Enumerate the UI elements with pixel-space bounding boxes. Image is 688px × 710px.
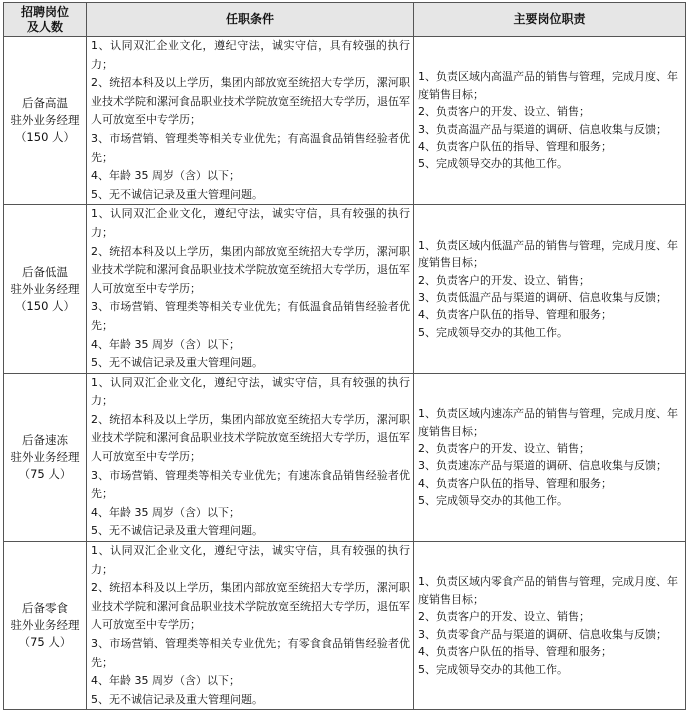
- duty-item: 1、负责区域内低温产品的销售与管理，完成月度、年度销售目标；: [418, 238, 678, 270]
- requirement-item: 3、市场营销、管理类等相关专业优先；有低温食品销售经验者优先；: [91, 300, 410, 332]
- requirement-item: 5、无不诚信记录及重大管理问题。: [91, 692, 263, 706]
- position-name-line2: 驻外业务经理: [10, 113, 80, 128]
- duties-cell: [414, 205, 686, 373]
- position-count: （75 人）: [18, 466, 72, 481]
- duty-item: 1、负责区域内速冻产品的销售与管理，完成月度、年度销售目标；: [418, 407, 678, 438]
- duty-item: 2、负责客户的开发、设立、销售；: [418, 610, 590, 624]
- duty-item: 3、负责零食产品与渠道的调研、信息收集与反馈；: [418, 627, 667, 641]
- table-row: [4, 205, 686, 373]
- duty-item: 5、完成领导交办的其他工作。: [418, 325, 568, 339]
- requirement-item: 1、认同双汇企业文化，遵纪守法，诚实守信，具有较强的执行力；: [91, 375, 410, 408]
- position-cell: [4, 205, 87, 373]
- position-name-line2: 驻外业务经理: [10, 449, 80, 464]
- requirement-item: 4、年龄 35 周岁（含）以下；: [91, 169, 240, 183]
- requirement-item: 2、统招本科及以上学历，集团内部放宽至统招大专学历，漯河职业技术学院和漯河食品职业技术学院放宽至统招大专学历，退伍军人可放宽至中专学历；: [91, 76, 410, 127]
- requirement-item: 1、认同双汇企业文化，遵纪守法，诚实守信，具有较强的执行力；: [91, 39, 410, 71]
- requirement-item: 5、无不诚信记录及重大管理问题。: [91, 524, 263, 538]
- duty-item: 5、完成领导交办的其他工作。: [418, 157, 568, 171]
- duty-item: 2、负责客户的开发、设立、销售；: [418, 441, 590, 455]
- requirements-cell: [87, 542, 414, 710]
- requirement-item: 4、年龄 35 周岁（含）以下；: [91, 674, 240, 688]
- position-count: （150 人）: [14, 298, 76, 313]
- duties-cell: [414, 37, 686, 205]
- requirement-item: 1、认同双汇企业文化，遵纪守法，诚实守信，具有较强的执行力；: [91, 207, 410, 239]
- requirement-item: 4、年龄 35 周岁（含）以下；: [91, 337, 240, 351]
- duties-cell: [414, 542, 686, 710]
- requirements-cell: [87, 373, 414, 541]
- position-name-line1: 后备速冻: [22, 432, 68, 447]
- duty-item: 4、负责客户队伍的指导、管理和服务；: [418, 140, 612, 154]
- header-row: [4, 3, 686, 37]
- duty-item: 1、负责区域内高温产品的销售与管理，完成月度、年度销售目标；: [418, 70, 678, 101]
- requirement-item: 2、统招本科及以上学历，集团内部放宽至统招大专学历，漯河职业技术学院和漯河食品职业技术学院放宽至统招大专学历，退伍军人可放宽至中专学历；: [91, 581, 410, 632]
- position-cell: [4, 373, 87, 541]
- position-count: （150 人）: [14, 130, 76, 145]
- position-name-line2: 驻外业务经理: [10, 618, 80, 633]
- position-name-line1: 后备低温: [22, 264, 68, 279]
- duty-item: 3、负责高温产品与渠道的调研、信息收集与反馈；: [418, 122, 667, 136]
- position-header-line2: 及人数: [26, 19, 63, 34]
- duties-column-header: 主要岗位职责: [414, 3, 686, 37]
- requirement-item: 2、统招本科及以上学历，集团内部放宽至统招大专学历，漯河职业技术学院和漯河食品职业技术学院放宽至统招大专学历，退伍军人可放宽至中专学历；: [91, 244, 410, 295]
- duty-item: 4、负责客户队伍的指导、管理和服务；: [418, 476, 612, 490]
- duty-item: 3、负责速冻产品与渠道的调研、信息收集与反馈；: [418, 459, 667, 473]
- position-cell: [4, 37, 87, 205]
- requirement-item: 5、无不诚信记录及重大管理问题。: [91, 356, 263, 370]
- position-header-line1: 招聘岗位: [20, 4, 69, 19]
- requirement-item: 4、年龄 35 周岁（含）以下；: [91, 505, 240, 519]
- requirement-item: 2、统招本科及以上学历，集团内部放宽至统招大专学历，漯河职业技术学院和漯河食品职业技术学院放宽至统招大专学历，退伍军人可放宽至中专学历；: [91, 412, 410, 464]
- duty-item: 4、负责客户队伍的指导、管理和服务；: [418, 645, 612, 659]
- position-name-line1: 后备零食: [22, 601, 68, 616]
- requirement-item: 3、市场营销、管理类等相关专业优先；有零食食品销售经验者优先；: [91, 637, 410, 669]
- duty-item: 5、完成领导交办的其他工作。: [418, 494, 568, 508]
- duty-item: 1、负责区域内零食产品的销售与管理，完成月度、年度销售目标；: [418, 575, 678, 606]
- duty-item: 4、负责客户队伍的指导、管理和服务；: [418, 308, 612, 322]
- position-column-header: [4, 3, 87, 37]
- requirement-item: 3、市场营销、管理类等相关专业优先；有速冻食品销售经验者优先；: [91, 468, 410, 501]
- table-body: [4, 37, 686, 710]
- duty-item: 5、完成领导交办的其他工作。: [418, 662, 568, 676]
- recruitment-table: [3, 2, 686, 710]
- position-name-line1: 后备高温: [22, 96, 68, 111]
- position-count: （75 人）: [18, 635, 72, 650]
- duties-cell: [414, 373, 686, 541]
- requirement-item: 5、无不诚信记录及重大管理问题。: [91, 187, 263, 201]
- requirements-column-header: 任职条件: [87, 3, 414, 37]
- duty-item: 2、负责客户的开发、设立、销售；: [418, 273, 590, 287]
- requirements-cell: [87, 37, 414, 205]
- requirement-item: 1、认同双汇企业文化，遵纪守法，诚实守信，具有较强的执行力；: [91, 544, 410, 576]
- duty-item: 2、负责客户的开发、设立、销售；: [418, 105, 590, 119]
- table-row: [4, 37, 686, 205]
- duty-item: 3、负责低温产品与渠道的调研、信息收集与反馈；: [418, 291, 667, 305]
- table-row: [4, 542, 686, 710]
- requirements-cell: [87, 205, 414, 373]
- position-cell: [4, 542, 87, 710]
- position-name-line2: 驻外业务经理: [10, 281, 80, 296]
- table-header: [4, 3, 686, 37]
- table-row: [4, 373, 686, 541]
- requirement-item: 3、市场营销、管理类等相关专业优先；有高温食品销售经验者优先；: [91, 131, 410, 164]
